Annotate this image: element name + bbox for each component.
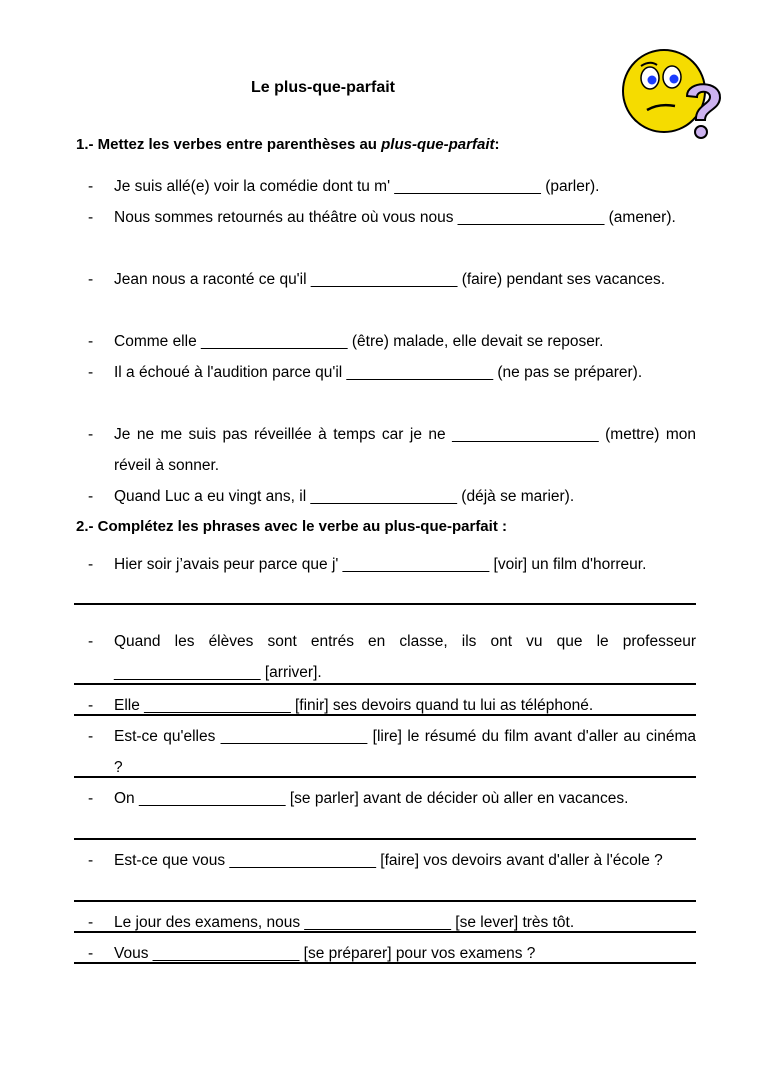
section2-heading: 2.- Complétez les phrases avec le verbe au plus-que-parfait : <box>76 518 507 535</box>
answer-line <box>74 714 696 716</box>
answer-line <box>74 900 696 902</box>
answer-line <box>74 776 696 778</box>
exercise1-item: - Il a échoué à l'audition parce qu'il _________________ (ne pas se préparer). <box>88 364 643 381</box>
exercise2-item: - Quand les élèves sont entrés en classe, ils ont vu que le professeur _________________ [arriver]. <box>88 633 696 681</box>
exercise1-item: - Jean nous a raconté ce qu'il _________________ (faire) pendant ses vacances. <box>88 271 666 288</box>
exercise2-item: - On _________________ [se parler] avant de décider où aller en vacances. <box>88 790 629 807</box>
exercise1-item: - Je ne me suis pas réveillée à temps car je ne _________________ (mettre) mon réveil à sonner. <box>88 426 696 474</box>
exercise2-item: - Est-ce que vous _________________ [faire] vos devoirs avant d'aller à l'école ? <box>88 852 663 869</box>
exercise2-item: - Hier soir j’avais peur parce que j' _________________ [voir] un film d'horreur. <box>88 556 647 573</box>
exercise1-item: - Je suis allé(e) voir la comédie dont tu m' _________________ (parler). <box>88 178 600 195</box>
answer-line <box>74 962 696 964</box>
page-title: Le plus-que-parfait <box>251 79 396 96</box>
exercise2-item: - Vous _________________ [se préparer] pour vos examens ? <box>88 945 536 962</box>
exercise2-item: - Est-ce qu'elles _________________ [lire] le résumé du film avant d'aller au cinéma ? <box>88 728 696 776</box>
exercise1-item: - Nous sommes retournés au théâtre où vous nous _________________ (amener). <box>88 209 676 226</box>
exercise1-item: - Quand Luc a eu vingt ans, il _________________ (déjà se marier). <box>88 488 575 505</box>
answer-line <box>74 603 696 605</box>
exercise1-item: - Comme elle _________________ (être) malade, elle devait se reposer. <box>88 333 604 350</box>
confused-smiley-icon <box>617 44 727 144</box>
exercise2-item: - Le jour des examens, nous _________________ [se lever] très tôt. <box>88 914 575 931</box>
answer-line <box>74 683 696 685</box>
answer-line <box>74 931 696 933</box>
exercise2-item: - Elle _________________ [finir] ses devoirs quand tu lui as téléphoné. <box>88 697 594 714</box>
section1-heading: 1.- Mettez les verbes entre parenthèses au plus-que-parfait: <box>76 136 500 153</box>
answer-line <box>74 838 696 840</box>
